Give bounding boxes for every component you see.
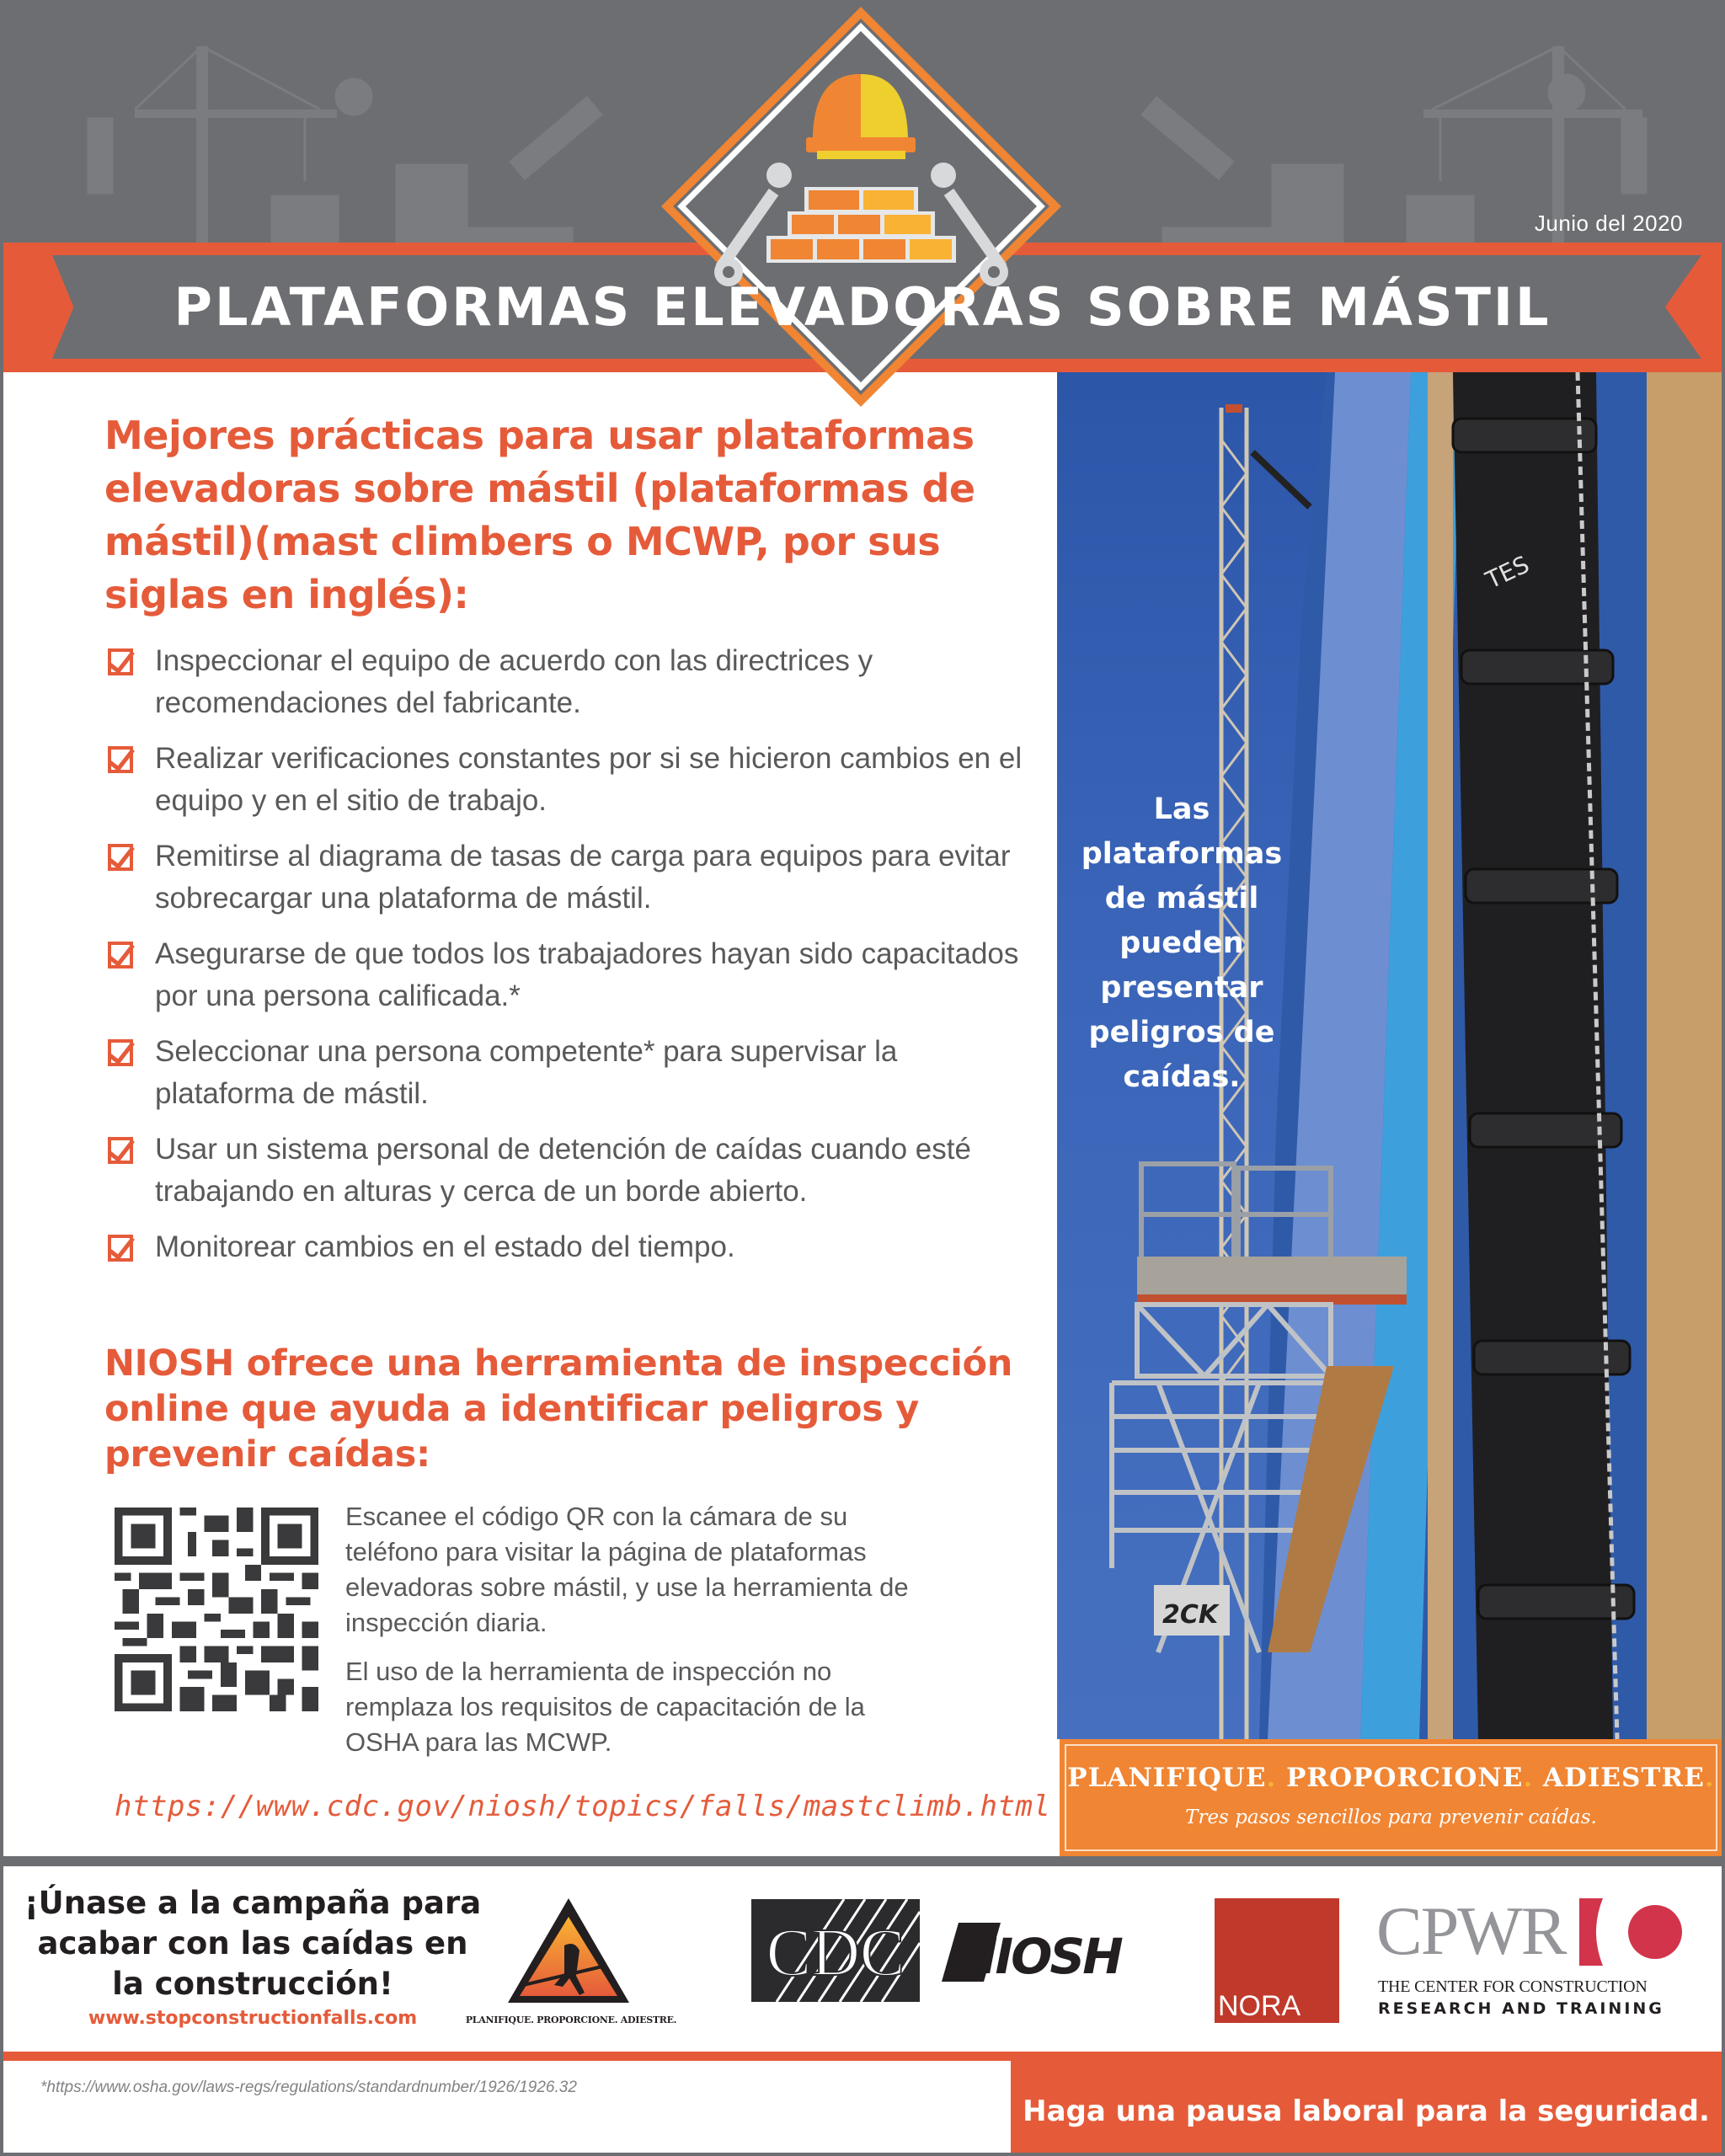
safety-stand-down-text: Haga una pausa laboral para la seguridad.	[1023, 2095, 1710, 2128]
checklist-item-text: Asegurarse de que todos los trabajadores hayan sido capacitados por una persona calificada.*	[155, 937, 1019, 1012]
checklist-item-text: Realizar verificaciones constantes por si se hicieron cambios en el equipo y en el sitio de trabajo.	[155, 742, 1023, 817]
plan-provide-train-box	[1060, 1739, 1722, 1856]
qr-instructions	[345, 1499, 935, 1774]
checklist-item-text: Inspeccionar el equipo de acuerdo con las directrices y recomendaciones del fabricante.	[155, 644, 873, 719]
niosh-mastclimb-link[interactable]: https://www.cdc.gov/niosh/topics/falls/mastclimb.html	[115, 1790, 1051, 1823]
qr-disclaimer-paragraph: El uso de la herramienta de inspección no remplaza los requisitos de capacitación de la OSHA para las MCWP.	[345, 1657, 865, 1757]
qr-instructions-paragraph: Escanee el código QR con la cámara de su teléfono para visitar la página de plataformas elevadoras sobre mástil, y use la herramienta de inspección diaria.	[345, 1502, 909, 1637]
separator-dot: .	[1523, 1763, 1534, 1793]
separator-dot: .	[1704, 1763, 1715, 1793]
plan-provide-train-border	[1065, 1744, 1717, 1851]
photo-caption: Las plataformas de mástil pueden presentar peligros de caídas.	[1081, 792, 1283, 1094]
plan-provide-train-subtitle: Tres pasos sencillos para prevenir caídas.	[1185, 1806, 1597, 1828]
cpwr-mark-icon	[1579, 1898, 1693, 1966]
word-plan: PLANIFIQUE	[1067, 1763, 1267, 1793]
checklist-item-text: Usar un sistema personal de detención de caídas cuando esté trabajando en alturas y cerca de un borde abierto.	[155, 1133, 971, 1208]
checklist-item	[104, 738, 1039, 822]
checklist-item-text: Monitorear cambios en el estado del tiempo.	[155, 1230, 735, 1263]
cpwr-tagline-1: THE CENTER FOR CONSTRUCTION	[1378, 1977, 1648, 1996]
checkbox-checked-icon	[108, 1137, 133, 1164]
cpwr-wordmark: CPWR	[1376, 1892, 1566, 1969]
nora-logo	[1215, 1898, 1339, 2023]
checklist-item	[104, 1129, 1039, 1213]
checklist-item-text: Seleccionar una persona competente* para supervisar la plataforma de mástil.	[155, 1035, 898, 1110]
cdc-logo-text: CDC	[766, 1916, 905, 1990]
checklist-item	[104, 1226, 1039, 1268]
campaign-title: ¡Únase a la campaña para acabar con las caídas en la construcción!	[24, 1885, 482, 2002]
word-train: ADIESTRE	[1542, 1763, 1705, 1793]
cpwr-tagline-2: RESEARCH AND TRAINING	[1378, 1999, 1664, 2018]
checklist	[104, 640, 1039, 1282]
checkbox-checked-icon	[108, 648, 133, 675]
checkbox-checked-icon	[108, 746, 133, 773]
word-provide: PROPORCIONE	[1286, 1763, 1524, 1793]
checkbox-checked-icon	[108, 844, 133, 871]
svg-text:TES: TES	[1481, 550, 1534, 595]
section-divider	[0, 1856, 1725, 1866]
warning-logo-caption: PLANIFIQUE. PROPORCIONE. ADIESTRE.	[465, 2015, 677, 2025]
cdc-logo	[751, 1899, 920, 2002]
campaign-callout	[17, 1883, 489, 2029]
niosh-logo-text: NIOSH	[957, 1928, 1121, 1982]
niosh-tool-heading: NIOSH ofrece una herramienta de inspección online que ayuda a identificar peligros y prevenir caídas:	[104, 1342, 1013, 1476]
checklist-item-text: Remitirse al diagrama de tasas de carga para equipos para evitar sobrecargar una plataforma de mástil.	[155, 840, 1011, 915]
checkbox-checked-icon	[108, 1039, 133, 1066]
campaign-link[interactable]: www.stopconstructionfalls.com	[88, 2008, 418, 2029]
nora-logo-text: NORA	[1218, 1990, 1301, 2022]
checkbox-checked-icon	[108, 942, 133, 969]
plan-provide-train-title	[1060, 1763, 1722, 1793]
page-title: PLATAFORMAS ELEVADORAS SOBRE MÁSTIL	[174, 276, 1551, 338]
footer-divider	[0, 2052, 1725, 2061]
checklist-item	[104, 640, 1039, 724]
separator-dot: .	[1266, 1763, 1277, 1793]
qr-code-icon[interactable]	[115, 1508, 318, 1711]
checklist-item	[104, 835, 1039, 920]
niosh-logo	[942, 1923, 1123, 1982]
checklist-item	[104, 1031, 1039, 1115]
best-practices-heading: Mejores prácticas para usar plataformas elevadoras sobre mástil (plataformas de mástil)(mast climbers o MCWP, por sus siglas en inglés):	[104, 413, 975, 617]
safety-stand-down-banner	[1011, 2061, 1722, 2153]
platform-label: 2CK	[1162, 1600, 1219, 1630]
checkbox-checked-icon	[108, 1235, 133, 1262]
osha-footnote-link[interactable]: *https://www.osha.gov/laws-regs/regulations/standardnumber/1926/1926.32	[40, 2079, 577, 2096]
checklist-item	[104, 933, 1039, 1017]
publication-date: Junio del 2020	[1534, 211, 1683, 236]
cpwr-logo	[1373, 1892, 1693, 2030]
